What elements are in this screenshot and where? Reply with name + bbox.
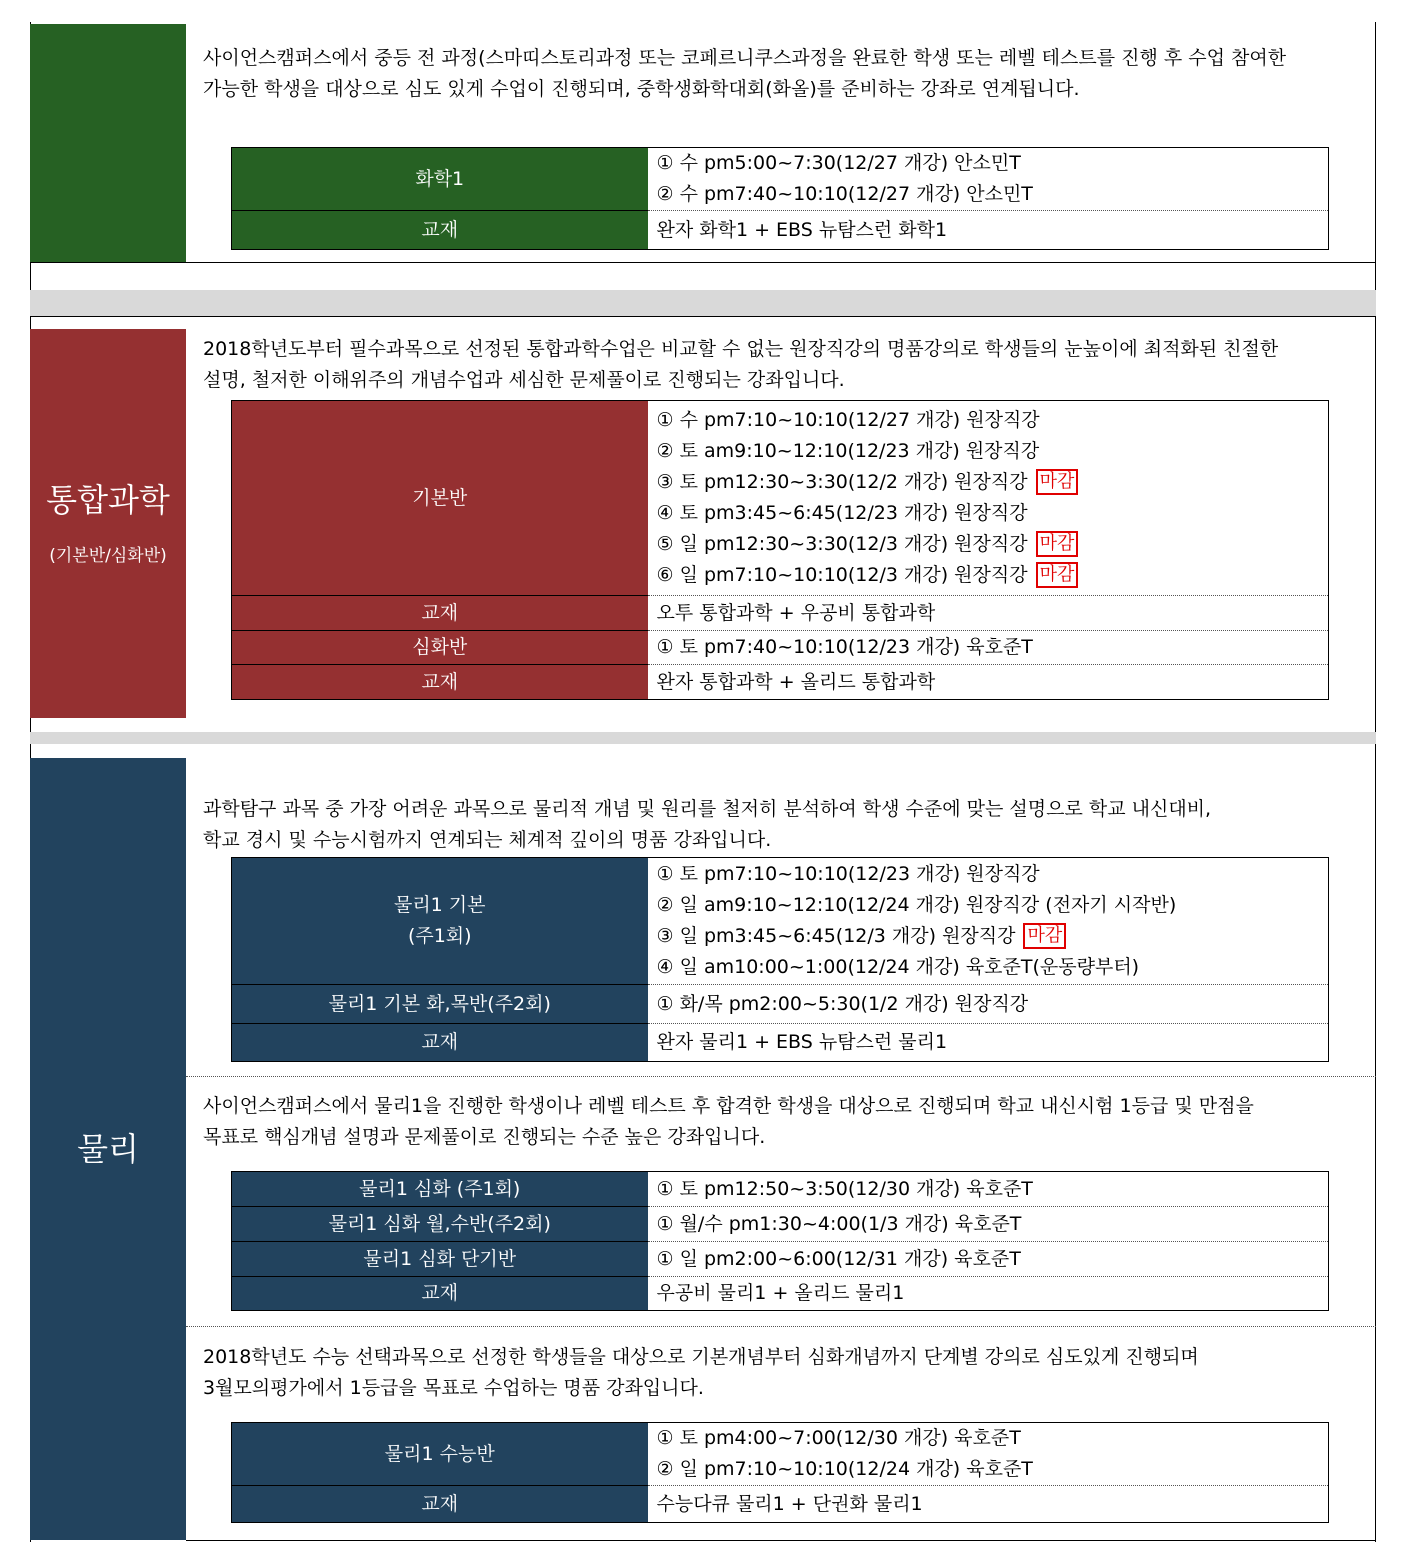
schedule-row — [232, 1242, 1329, 1277]
chemistry-description — [203, 43, 1286, 105]
schedule-label-cell — [232, 1024, 648, 1062]
physics-basic-schedule-table — [231, 857, 1329, 1062]
schedule-label: 교재 — [421, 1031, 459, 1053]
schedule-text: ② 일 pm7:10~10:10(12/24 개강) 육호준T — [656, 1458, 1033, 1480]
schedule-text: ① 일 pm2:00~6:00(12/31 개강) 육호준T — [656, 1247, 1021, 1270]
schedule-row — [232, 211, 1329, 250]
schedule-line — [657, 890, 1329, 921]
schedule-line — [657, 467, 1329, 498]
schedule-text: ④ 토 pm3:45~6:45(12/23 개강) 원장직강 — [656, 502, 1028, 524]
schedule-text: ① 토 pm12:50~3:50(12/30 개강) 육호준T — [656, 1177, 1033, 1200]
schedule-value-cell — [648, 401, 1329, 596]
schedule-label-cell — [232, 858, 648, 985]
schedule-value-cell — [648, 631, 1329, 665]
schedule-label: 물리1 기본 화,목반(주2회) — [328, 992, 551, 1015]
frame-divider — [30, 316, 1376, 317]
section-subtitle: (기본반/심화반) — [49, 546, 167, 567]
schedule-label: 교재 — [421, 601, 459, 624]
schedule-line — [657, 921, 1329, 952]
physics-basic-description — [203, 794, 1211, 856]
schedule-label: (주1회) — [407, 925, 472, 947]
integrated-science-schedule-table — [231, 400, 1329, 700]
section-title: 물리 — [77, 1129, 139, 1168]
schedule-text: ② 토 am9:10~12:10(12/23 개강) 원장직강 — [656, 440, 1040, 462]
schedule-text: 완자 화학1 + EBS 뉴탐스런 화학1 — [656, 218, 948, 241]
schedule-line — [657, 1174, 1329, 1205]
schedule-text: ⑤ 일 pm12:30~3:30(12/3 개강) 원장직강 — [656, 533, 1028, 555]
schedule-line — [657, 598, 1329, 629]
physics-advanced-schedule-table — [231, 1171, 1329, 1311]
physics-suneung-schedule-table — [231, 1422, 1329, 1523]
schedule-text: ② 수 pm7:40~10:10(12/27 개강) 안소민T — [656, 183, 1033, 205]
description-line: 사이언스캠퍼스에서 중등 전 과정(스마띠스토리과정 또는 코페르니쿠스과정을 완료한 학생 또는 레벨 테스트를 진행 후 수업 참여한 — [203, 47, 1287, 69]
schedule-label: 교재 — [421, 1282, 459, 1304]
schedule-row — [232, 665, 1329, 700]
schedule-text: ③ 토 pm12:30~3:30(12/2 개강) 원장직강 — [656, 471, 1028, 493]
description-line: 2018학년도 수능 선택과목으로 선정한 학생들을 대상으로 기본개념부터 심화개념까지 단계별 강의로 심도있게 진행되며 — [203, 1346, 1199, 1368]
frame-right-border — [1375, 22, 1376, 1542]
schedule-label-cell — [232, 1172, 648, 1207]
schedule-text: ⑥ 일 pm7:10~10:10(12/3 개강) 원장직강 — [656, 564, 1028, 586]
schedule-line — [657, 436, 1329, 467]
schedule-text: ① 토 pm4:00~7:00(12/30 개강) 육호준T — [656, 1427, 1021, 1449]
integrated-science-description — [203, 334, 1278, 396]
section-separator — [30, 290, 1376, 316]
description-line: 학교 경시 및 수능시험까지 연계되는 체계적 깊이의 명품 강좌입니다. — [203, 829, 772, 851]
schedule-value-cell — [648, 596, 1329, 631]
schedule-label-cell — [232, 1423, 648, 1486]
schedule-value-cell — [648, 858, 1329, 985]
schedule-text: ① 수 pm7:10~10:10(12/27 개강) 원장직강 — [656, 409, 1040, 431]
description-line: 설명, 철저한 이해위주의 개념수업과 세심한 문제풀이로 진행되는 강좌입니다. — [203, 369, 845, 391]
schedule-line — [657, 1027, 1329, 1058]
subsection-divider — [186, 1076, 1376, 1077]
closed-badge: 마감 — [1036, 469, 1079, 495]
schedule-label-cell — [232, 1207, 648, 1242]
schedule-text: ① 수 pm5:00~7:30(12/27 개강) 안소민T — [656, 152, 1021, 174]
frame-bottom-border — [186, 1540, 1376, 1541]
integrated-science-side-panel — [30, 329, 186, 718]
schedule-line — [657, 1489, 1329, 1520]
schedule-row — [232, 596, 1329, 631]
schedule-label: 심화반 — [412, 636, 468, 658]
chemistry-schedule-table — [231, 147, 1329, 250]
schedule-line — [657, 859, 1329, 890]
schedule-row — [232, 1277, 1329, 1311]
schedule-line — [657, 179, 1329, 210]
schedule-text: 완자 통합과학 + 올리드 통합과학 — [656, 670, 936, 693]
schedule-row — [232, 985, 1329, 1024]
schedule-label: 물리1 기본 — [393, 894, 486, 916]
schedule-line — [657, 1244, 1329, 1275]
schedule-line — [657, 529, 1329, 560]
schedule-row — [232, 1172, 1329, 1207]
schedule-label-cell — [232, 1277, 648, 1311]
section-separator — [30, 732, 1376, 744]
schedule-line — [657, 498, 1329, 529]
schedule-label: 물리1 심화 월,수반(주2회) — [328, 1212, 551, 1235]
schedule-label: 물리1 심화 (주1회) — [359, 1177, 521, 1200]
schedule-value-cell — [648, 985, 1329, 1024]
schedule-text: ① 토 pm7:40~10:10(12/23 개강) 육호준T — [656, 636, 1033, 658]
schedule-label-cell — [232, 631, 648, 665]
schedule-text: ① 토 pm7:10~10:10(12/23 개강) 원장직강 — [656, 863, 1040, 885]
schedule-line — [657, 560, 1329, 591]
schedule-text: ① 화/목 pm2:00~5:30(1/2 개강) 원장직강 — [656, 992, 1029, 1015]
schedule-label: 기본반 — [412, 486, 468, 509]
schedule-label-cell — [232, 985, 648, 1024]
schedule-row — [232, 401, 1329, 596]
schedule-label: 교재 — [421, 218, 459, 241]
frame-divider — [30, 262, 1376, 263]
schedule-text: 수능다큐 물리1 + 단권화 물리1 — [656, 1492, 923, 1515]
schedule-label: 화학1 — [415, 167, 465, 190]
schedule-label: 물리1 심화 단기반 — [363, 1247, 517, 1270]
schedule-line — [657, 1454, 1329, 1485]
description-line: 목표로 핵심개념 설명과 문제풀이로 진행되는 수준 높은 강좌입니다. — [203, 1126, 766, 1148]
schedule-text: 우공비 물리1 + 올리드 물리1 — [656, 1282, 905, 1304]
description-line: 2018학년도부터 필수과목으로 선정된 통합과학수업은 비교할 수 없는 원장직강의 명품강의로 학생들의 눈높이에 최적화된 친절한 — [203, 338, 1279, 360]
schedule-value-cell — [648, 665, 1329, 700]
schedule-line — [657, 405, 1329, 436]
chemistry-side-panel — [30, 24, 186, 262]
schedule-row — [232, 858, 1329, 985]
subsection-divider — [186, 1326, 1376, 1327]
schedule-row — [232, 148, 1329, 211]
schedule-line — [657, 1278, 1329, 1309]
schedule-label-cell — [232, 596, 648, 631]
description-line: 가능한 학생을 대상으로 심도 있게 수업이 진행되며, 중학생화학대회(화올)를 준비하는 강좌로 연계됩니다. — [203, 78, 1080, 100]
schedule-value-cell — [648, 1423, 1329, 1486]
schedule-value-cell — [648, 148, 1329, 211]
schedule-value-cell — [648, 1277, 1329, 1311]
schedule-line — [657, 215, 1329, 246]
schedule-text: ① 월/수 pm1:30~4:00(1/3 개강) 육호준T — [656, 1212, 1022, 1235]
schedule-line — [657, 1423, 1329, 1454]
physics-suneung-description — [203, 1342, 1199, 1404]
schedule-value-cell — [648, 211, 1329, 250]
schedule-label-cell — [232, 1486, 648, 1523]
schedule-value-cell — [648, 1486, 1329, 1523]
schedule-line — [657, 989, 1329, 1020]
physics-advanced-description — [203, 1091, 1254, 1153]
schedule-line — [657, 632, 1329, 663]
schedule-label: 교재 — [421, 670, 459, 693]
schedule-text: ④ 일 am10:00~1:00(12/24 개강) 육호준T(운동량부터) — [656, 956, 1140, 978]
schedule-value-cell — [648, 1207, 1329, 1242]
schedule-label-cell — [232, 401, 648, 596]
schedule-line — [657, 1209, 1329, 1240]
schedule-row — [232, 1024, 1329, 1062]
schedule-text: ③ 일 pm3:45~6:45(12/3 개강) 원장직강 — [656, 925, 1016, 947]
description-line: 사이언스캠퍼스에서 물리1을 진행한 학생이나 레벨 테스트 후 합격한 학생을 대상으로 진행되며 학교 내신시험 1등급 및 만점을 — [203, 1095, 1254, 1117]
physics-side-panel — [30, 758, 186, 1540]
closed-badge: 마감 — [1023, 923, 1066, 949]
schedule-row — [232, 1207, 1329, 1242]
schedule-label: 물리1 수능반 — [384, 1442, 495, 1465]
schedule-label-cell — [232, 1242, 648, 1277]
schedule-label-cell — [232, 148, 648, 211]
closed-badge: 마감 — [1036, 531, 1079, 557]
schedule-value-cell — [648, 1024, 1329, 1062]
schedule-text: 오투 통합과학 + 우공비 통합과학 — [656, 601, 936, 624]
schedule-row — [232, 631, 1329, 665]
section-title: 통합과학 — [46, 480, 170, 519]
schedule-value-cell — [648, 1242, 1329, 1277]
schedule-text: ② 일 am9:10~12:10(12/24 개강) 원장직강 (전자기 시작반) — [656, 894, 1177, 916]
schedule-label: 교재 — [421, 1492, 459, 1515]
closed-badge: 마감 — [1036, 562, 1079, 588]
schedule-label-cell — [232, 665, 648, 700]
schedule-line — [657, 667, 1329, 698]
schedule-row — [232, 1423, 1329, 1486]
schedule-line — [657, 148, 1329, 179]
schedule-row — [232, 1486, 1329, 1523]
description-line: 3월모의평가에서 1등급을 목표로 수업하는 명품 강좌입니다. — [203, 1377, 704, 1399]
schedule-text: 완자 물리1 + EBS 뉴탐스런 물리1 — [656, 1031, 948, 1053]
schedule-label-cell — [232, 211, 648, 250]
schedule-line — [657, 952, 1329, 983]
schedule-value-cell — [648, 1172, 1329, 1207]
description-line: 과학탐구 과목 중 가장 어려운 과목으로 물리적 개념 및 원리를 철저히 분석하여 학생 수준에 맞는 설명으로 학교 내신대비, — [203, 798, 1212, 820]
